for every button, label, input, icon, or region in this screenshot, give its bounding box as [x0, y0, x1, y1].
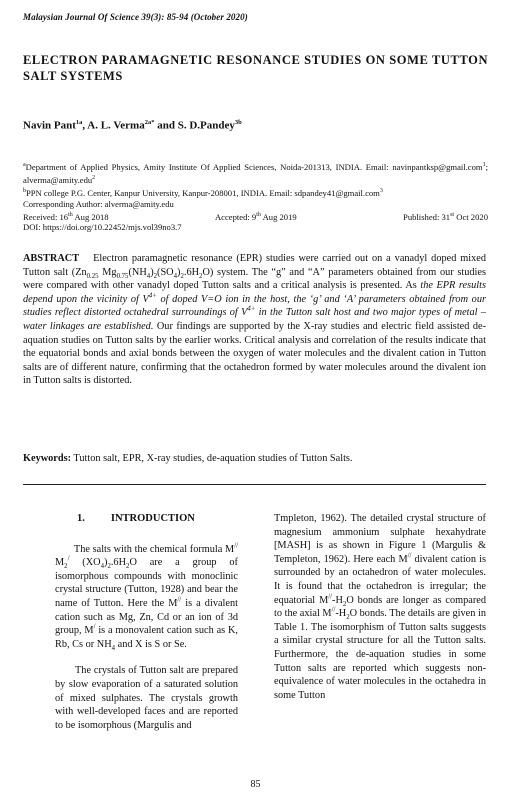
author-affil-mark: 2a*: [144, 119, 155, 126]
doi-line: DOI: https://doi.org/10.22452/mjs.vol39no3.7: [23, 222, 182, 233]
right-column: [274, 512, 486, 715]
author-list: [23, 119, 242, 132]
body-paragraph: The salts with the chemical formula M// $M_2^/$ $(XO_4)_2.6H_2O$ are a group of isomorphous compounds with monoclinic crystal structure (Tutton, 1928) and bear the name of Tutton. Here the M// is a divalent cation such as Mg, Zn, Cd or an ion of 3d group, M/ is a monovalent cation such as K, Rb, Cs or $NH_4$ and X is S or Se.: [55, 542, 238, 652]
paper-title: ELECTRON PARAMAGNETIC RESONANCE STUDIES ON SOME TUTTON SALT SYSTEMS: [23, 53, 489, 83]
affiliation-a: $^a$Department of Applied Physics, Amity Institute Of Applied Sciences, Noida-201313, INDIA. Email: navinpantksp@gmail.com$^1$; alverma@amity.edu$^2$: [23, 161, 488, 185]
journal-header: Malaysian Journal Of Science 39(3): 85-94 (October 2020): [23, 12, 248, 22]
page-number: 85: [250, 779, 261, 790]
author-affil-mark: 1a: [75, 119, 83, 126]
keywords-line: [23, 453, 486, 464]
affiliation-b: $^b$PPN college P.G. Center, Kanpur University, Kanpur-208001, INDIA. Email: sdpandey41@gmail.com$^3$: [23, 187, 383, 198]
author-name: A. L. Verma: [87, 119, 145, 132]
author-affil-mark: 3b: [234, 119, 242, 126]
keywords-text: Tutton salt, EPR, X-ray studies, de-aquation studies of Tutton Salts.: [71, 453, 353, 464]
left-column: [55, 512, 238, 745]
abstract-italic-text: the EPR results depend upon the vicinity of $V^{4+}$ of doped V=O ion in the host, the ‘g’ and ‘A’ parameters obtained from our studies reflect distorted octahedral surroundings of $V^{4+}$ in the Tutton salt host and two major types of metal –water linkages are established.: [23, 280, 486, 332]
author-separator: ,: [82, 119, 88, 132]
abstract-block: ABSTRACT Electron paramagnetic resonance (EPR) studies were carried out on a vanadyl doped mixed Tutton salt ($Zn_{0.25}$ $Mg_{0.75}(NH_4)_2(SO_4)_2.6H_2O$) system. The “g” and “A” parameters obtained from our studies were compared with other vanadyl doped Tutton salts and a critical analysis is presented. As the EPR results depend upon the vicinity of $V^{4+}$ of doped V=O ion in the host, the ‘g’ and ‘A’ parameters obtained from our studies reflect distorted octahedral surroundings of $V^{4+}$ in the Tutton salt host and two major types of metal –water linkages are established. Our findings are supported by the X-ray studies and electric field assisted de-aquation studies on Tutton salts by the earlier works. Critical analysis and correlation of the results indicate that the equatorial bonds and axial bonds between the oxygen of water molecules and the divalent cation in Tutton salts are of different nature, confirming that the octahedron formed by water molecules around the divalent ion in Tutton salts is distorted.: [23, 253, 487, 387]
accepted-date: Accepted: 9th Aug 2019: [214, 211, 297, 222]
section-divider: [23, 484, 486, 485]
section-heading: 1. INTRODUCTION: [77, 513, 195, 524]
body-paragraph: The crystals of Tutton salt are prepared by slow evaporation of a saturated solution of mixed sulphates. The crystals growth with well-developed faces and are reported to be isomorphous (Margulis and: [55, 665, 238, 731]
keywords-label: Keywords:: [23, 453, 72, 464]
affiliations-block: [23, 160, 488, 233]
author-name: S. D.Pandey: [177, 119, 235, 132]
published-date: Published: 31st Oct 2020: [403, 211, 488, 222]
received-date: Received: 16th Aug 2018: [23, 211, 109, 222]
dates-row: [23, 210, 488, 223]
author-separator: and: [154, 119, 178, 132]
body-paragraph: Tmpleton, 1962). The detailed crystal structure of magnesium ammonium sulphate hexahydrate [MASH] is as shown in Figure 1 (Margulis & Templeton, 1962). Here each M// divalent cation is surrounded by an octahedron of water molecules. It is found that the octahedron is irregular; the equatorial $M^{//}-H_2O$ bonds are longer as compared to the axial $M^{//}-H_2O$ bonds. The details are given in Table 1. The isomorphism of Tutton salts suggests a similar crystal structure for all the Tutton salts. Furthermore, the de-aquation studies in some Tutton salts are reported which suggests non-equivalence of water molecules in the octahedra in some Tutton: [274, 513, 486, 701]
abstract-heading: ABSTRACT: [23, 253, 80, 264]
corresponding-author: Corresponding Author: alverma@amity.edu: [23, 198, 174, 209]
author-name: Navin Pant: [23, 119, 76, 132]
